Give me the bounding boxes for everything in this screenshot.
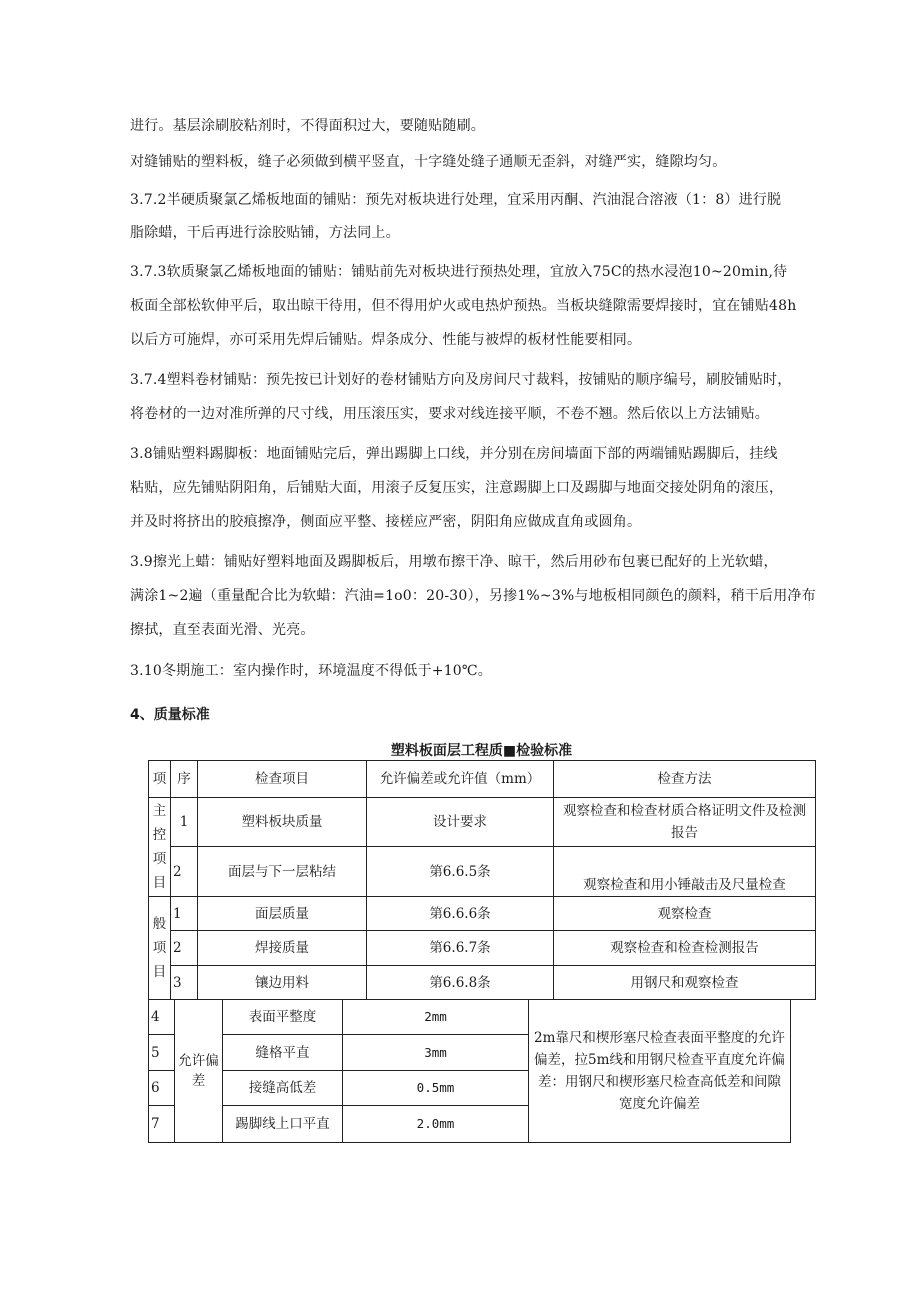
row-item: 镶边用料 [198,966,367,1000]
row-number: 7 [149,1106,175,1143]
row-number: 1 [171,798,198,847]
row-item: 焊接质量 [198,931,367,966]
row-method: 观察检查和检查检测报告 [554,931,816,966]
row-method: 观察检查和用小锤敲击及尺量检查 [554,847,816,897]
table-title: 塑料板面层工程质■检验标准 [390,743,573,759]
table-row [149,897,816,931]
row-method: 观察检查和检查材质合格证明文件及检测报告 [554,798,816,847]
row-item: 面层与下一层粘结 [198,847,367,897]
row-value: 第6.6.6条 [367,897,554,931]
row-number: 2 [171,931,198,966]
paragraph: 3.8铺贴塑料踢脚板：地面铺贴完后，弹出踢脚上口线，并分别在房间墙面下部的两端铺贴踢脚后，挂线 [130,446,778,462]
allowed-deviation-table [148,999,791,1143]
row-value: 设计要求 [367,798,554,847]
header-check-item: 检查项目 [198,761,367,798]
row-value: 2.0mm [343,1106,529,1143]
row-value: 0.5mm [343,1071,529,1106]
row-method: 用钢尺和观察检查 [554,966,816,1000]
row-item: 缝格平直 [223,1035,343,1071]
row-number: 2 [171,847,198,897]
table-row [149,966,816,1000]
header-number: 序 [171,761,198,798]
row-number: 1 [171,897,198,931]
table-row [149,1000,791,1035]
paragraph: 3.9擦光上蜡：铺贴好塑料地面及踢脚板后，用墩布擦干净、晾干，然后用砂布包裹已配好的上光软蜡， [130,554,778,570]
header-allowed-value: 允许偏差或允许值（mm） [367,761,554,798]
row-item: 接缝高低差 [223,1071,343,1106]
paragraph: 并及时将挤出的胶痕擦净，侧面应平整、接槎应严密，阴阳角应做成直角或圆角。 [130,514,642,530]
table-row [149,931,816,966]
paragraph: 粘贴，应先铺贴阴阳角，后铺贴大面，用滚子反复压实，注意踢脚上口及踢脚与地面交接处阴角的滚压， [130,480,784,496]
row-value: 第6.6.8条 [367,966,554,1000]
main-control-category: 主 控 项 目 [149,798,171,897]
paragraph: 满涂1~2遍（重量配合比为软蜡：汽油=1o0：20-30），另掺1%~3%与地板相同颜色的颜料，稍干后用净布 [130,588,816,604]
paragraph: 以后方可施焊，亦可采用先焊后铺贴。焊条成分、性能与被焊的板材性能要相同。 [130,332,642,348]
deviation-method: 2m靠尺和楔形塞尺检查表面平整度的允许偏差，拉5m线和用钢尺检查平直度允许偏差：用钢尺和楔形塞尺检查高低差和间隙宽度允许偏差 [529,1000,791,1143]
deviation-category: 允许偏 差 [175,1000,223,1143]
row-value: 第6.6.7条 [367,931,554,966]
paragraph: 将卷材的一边对准所弹的尺寸线，用压滚压实，要求对线连接平顺，不卷不翘。然后依以上方法铺贴。 [130,406,769,422]
paragraph: 板面全部松软伸平后，取出晾干待用，但不得用炉火或电热炉预热。当板块缝隙需要焊接时，宜在铺贴48h [130,298,797,314]
section-heading: 4、质量标准 [130,707,210,723]
quality-standard-table [148,760,816,1000]
paragraph: 3.7.2半硬质聚氯乙烯板地面的铺贴：预先对板块进行处理，宜采用丙酮、汽油混合溶液（1：8）进行脱 [130,192,782,208]
row-value: 2mm [343,1000,529,1035]
paragraph: 对缝铺贴的塑料板，缝子必须做到横平竖直，十字缝处缝子通顺无歪斜，对缝严实，缝隙均匀。 [130,154,727,170]
table-row [149,847,816,897]
row-number: 5 [149,1035,175,1071]
paragraph: 擦拭，直至表面光滑、光亮。 [130,622,315,638]
row-value: 第6.6.5条 [367,847,554,897]
paragraph: 3.7.4塑料卷材铺贴：预先按已计划好的卷材铺贴方向及房间尺寸裁料，按铺贴的顺序编号，刷胶铺贴时， [130,372,792,388]
row-number: 6 [149,1071,175,1106]
row-value: 3mm [343,1035,529,1071]
row-method: 观察检查 [554,897,816,931]
paragraph: 脂除蜡，干后再进行涂胶贴铺，方法同上。 [130,225,400,241]
table-row [149,798,816,847]
row-item: 踢脚线上口平直 [223,1106,343,1143]
row-number: 3 [171,966,198,1000]
row-item: 表面平整度 [223,1000,343,1035]
header-category: 项 [149,761,171,798]
paragraph: 进行。基层涂刷胶粘剂时，不得面积过大，要随贴随刷。 [130,118,485,134]
paragraph: 3.7.3软质聚氯乙烯板地面的铺贴：铺贴前先对板块进行预热处理，宜放入75C的热水浸泡10~20min,待 [130,264,788,280]
paragraph: 3.10冬期施工：室内操作时，环境温度不得低于+10℃。 [130,663,492,679]
row-number: 4 [149,1000,175,1035]
table-header-row [149,761,816,798]
row-item: 面层质量 [198,897,367,931]
row-item: 塑料板块质量 [198,798,367,847]
general-category: 般 项 目 [149,897,171,1000]
header-check-method: 检查方法 [554,761,816,798]
